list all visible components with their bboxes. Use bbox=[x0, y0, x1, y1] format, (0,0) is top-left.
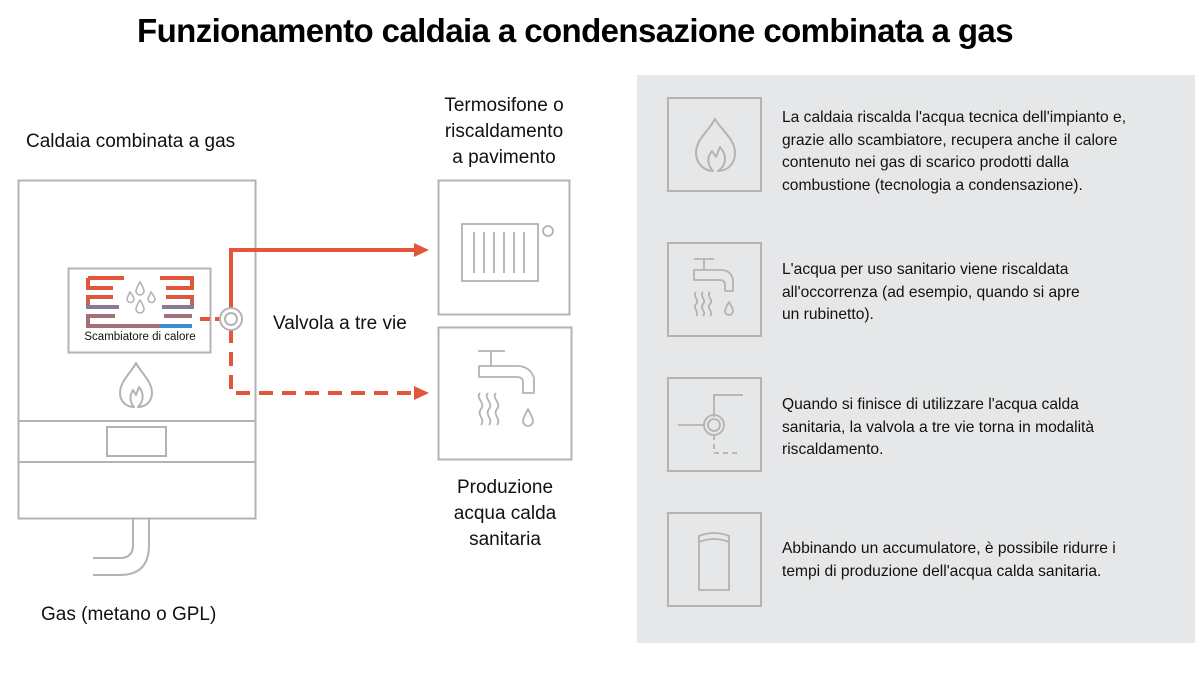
heating-flow-arrow bbox=[231, 250, 420, 309]
hot-water-tap-icon bbox=[478, 351, 534, 426]
radiator-label: Termosifone o riscaldamento a pavimento bbox=[444, 95, 564, 168]
hot-water-tap-icon bbox=[667, 242, 762, 337]
flame-icon bbox=[120, 363, 152, 407]
three-way-valve-icon bbox=[220, 308, 242, 330]
flame-icon bbox=[667, 97, 762, 192]
storage-tank-icon bbox=[667, 512, 762, 607]
info-item-valve: Quando si finisce di utilizzare l'acqua calda sanitaria, la valvola a tre vie torna in modalità riscaldamento. bbox=[667, 377, 1195, 474]
info-item-storage: Abbinando un accumulatore, è possibile ridurre i tempi di produzione dell'acqua calda sanitaria. bbox=[667, 512, 1195, 609]
boiler-unit bbox=[19, 181, 256, 576]
page-title: Funzionamento caldaia a condensazione combinata a gas bbox=[137, 12, 1013, 49]
boiler-display bbox=[107, 427, 166, 456]
gas-label: Gas (metano o GPL) bbox=[41, 604, 217, 625]
info-item-hot-water: L'acqua per uso sanitario viene riscaldata all'occorrenza (ad esempio, quando si apre un rubinetto). bbox=[667, 242, 1195, 339]
valve-label: Valvola a tre vie bbox=[273, 313, 407, 334]
info-item-condensation: La caldaia riscalda l'acqua tecnica dell'impianto e, grazie allo scambiatore, recupera anche il calore contenuto nei gas di scarico prodotti dalla combustione (tecnologia a condensazione). bbox=[667, 97, 1195, 194]
heat-exchanger-label: Scambiatore di calore bbox=[84, 331, 196, 343]
hot-water-flow-arrow bbox=[231, 329, 420, 393]
boiler-label: Caldaia combinata a gas bbox=[26, 131, 236, 152]
radiator-box bbox=[439, 181, 570, 315]
three-way-valve-icon bbox=[667, 377, 762, 472]
radiator-icon bbox=[462, 224, 553, 281]
info-panel bbox=[637, 75, 1195, 643]
hot-water-label: Produzione acqua calda sanitaria bbox=[453, 477, 557, 550]
hot-water-box bbox=[439, 328, 572, 460]
